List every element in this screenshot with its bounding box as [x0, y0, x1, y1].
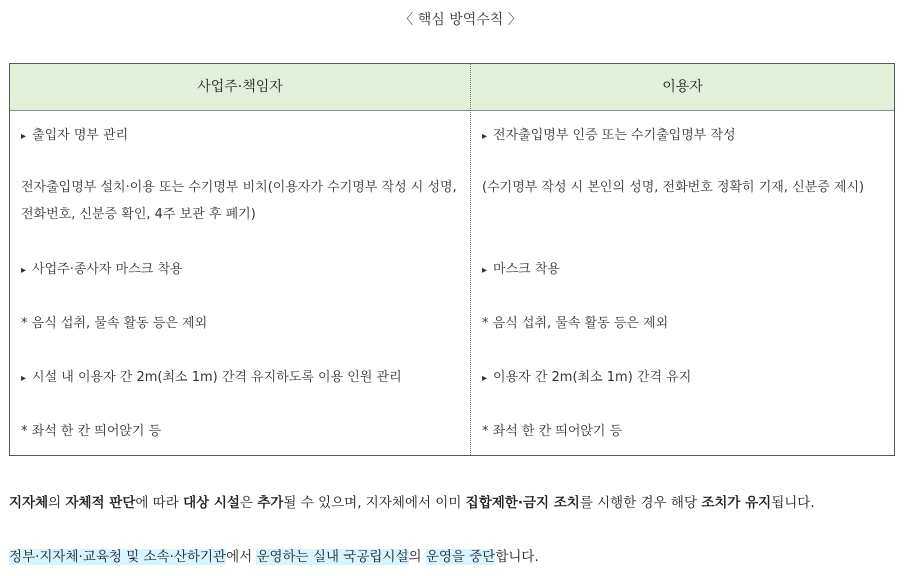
operator-item-distance: ▸ 시설 내 이용자 간 2m(최소 1m) 간격 유지하도록 이용 인원 관리: [21, 370, 402, 385]
user-item-mask-note: * 음식 섭취, 물속 활동 등은 제외: [482, 316, 669, 331]
table-header-row: [10, 64, 894, 111]
operator-item-visitor-log-detail: 전자출입명부 설치·이용 또는 수기명부 비치(이용자가 수기명부 작성 시 성명, 전화번호, 신분증 확인, 4주 보관 후 폐기): [21, 180, 457, 222]
header-user: 이용자: [662, 79, 703, 95]
operator-item-mask-note: * 음식 섭취, 물속 활동 등은 제외: [21, 316, 208, 331]
user-item-visitor-log: ▸ 전자출입명부 인증 또는 수기출입명부 작성: [482, 128, 736, 143]
triangle-bullet-icon: ▸: [21, 131, 27, 142]
user-item-visitor-log-detail: (수기명부 작성 시 본인의 성명, 전화번호 정확히 기재, 신분증 제시): [482, 180, 865, 195]
user-item-distance-note: * 좌석 한 칸 띄어앉기 등: [482, 424, 623, 439]
triangle-bullet-icon: ▸: [482, 373, 488, 384]
public-facility-notice: 정부·지자체·교육청 및 소속·산하기관에서 운영하는 실내 국공립시설의 운영을 중단합니다.: [9, 549, 539, 565]
quarantine-rules-table: [9, 63, 895, 456]
local-government-notice: 지자체의 자체적 판단에 따라 대상 시설은 추가될 수 있으며, 지자체에서 이미 집합제한·금지 조치를 시행한 경우 해당 조치가 유지됩니다.: [9, 495, 815, 511]
triangle-bullet-icon: ▸: [482, 265, 488, 276]
triangle-bullet-icon: ▸: [482, 131, 488, 142]
operator-item-distance-note: * 좌석 한 칸 띄어앉기 등: [21, 424, 162, 439]
user-item-distance: ▸ 이용자 간 2m(최소 1m) 간격 유지: [482, 370, 692, 385]
operator-item-visitor-log: ▸ 출입자 명부 관리: [21, 128, 129, 143]
triangle-bullet-icon: ▸: [21, 265, 27, 276]
operator-item-mask: ▸ 사업주·종사자 마스크 착용: [21, 262, 183, 277]
triangle-bullet-icon: ▸: [21, 373, 27, 384]
column-divider: [470, 64, 471, 455]
section-title: 〈 핵심 방역수칙 〉: [399, 12, 522, 28]
header-operator: 사업주·책임자: [197, 79, 283, 95]
user-item-mask: ▸ 마스크 착용: [482, 262, 560, 277]
